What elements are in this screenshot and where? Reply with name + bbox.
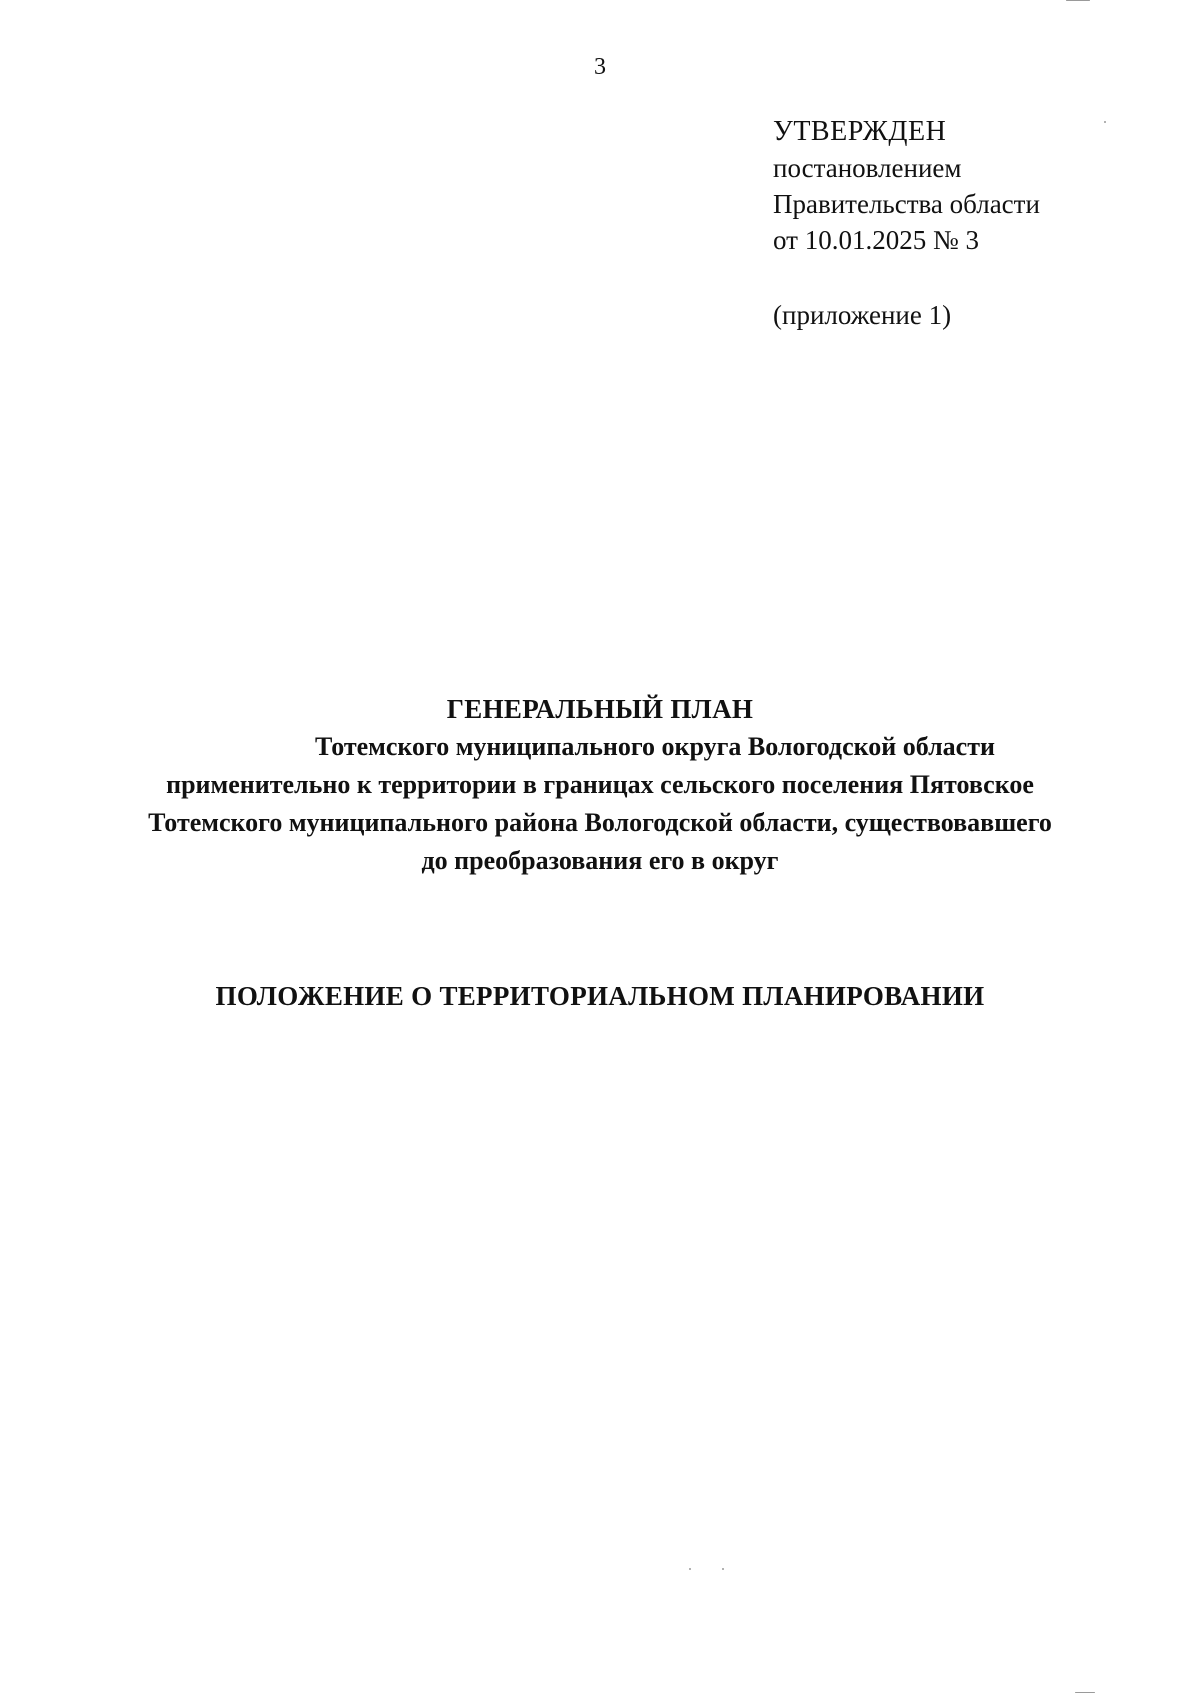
- title-line-4: до преобразования его в округ: [421, 846, 779, 875]
- title-line-3: Тотемского муниципального района Вологодской области, существовавшего: [148, 808, 1052, 837]
- scan-artifact: [722, 1568, 724, 1570]
- approval-resolution-line: постановлением: [773, 153, 962, 183]
- document-title: ГЕНЕРАЛЬНЫЙ ПЛАН: [446, 694, 754, 724]
- page-number: 3: [594, 54, 606, 80]
- approval-date-number-line: от 10.01.2025 № 3: [773, 225, 979, 255]
- scan-artifact: [1075, 1692, 1095, 1693]
- scan-artifact: [1066, 0, 1090, 1]
- approval-block: [773, 114, 1040, 333]
- section-title: ПОЛОЖЕНИЕ О ТЕРРИТОРИАЛЬНОМ ПЛАНИРОВАНИИ: [215, 981, 985, 1011]
- scan-artifact: [689, 1568, 691, 1570]
- title-line-2: применительно к территории в границах сельского поселения Пятовское: [166, 770, 1034, 799]
- document-title-block: [0, 690, 1200, 880]
- title-line-1: Тотемского муниципального округа Вологодской области: [315, 732, 995, 761]
- approval-government-line: Правительства области: [773, 189, 1040, 219]
- scan-artifact: [1104, 121, 1106, 123]
- appendix-note: (приложение 1): [773, 300, 952, 330]
- approval-heading: УТВЕРЖДЕН: [773, 116, 947, 147]
